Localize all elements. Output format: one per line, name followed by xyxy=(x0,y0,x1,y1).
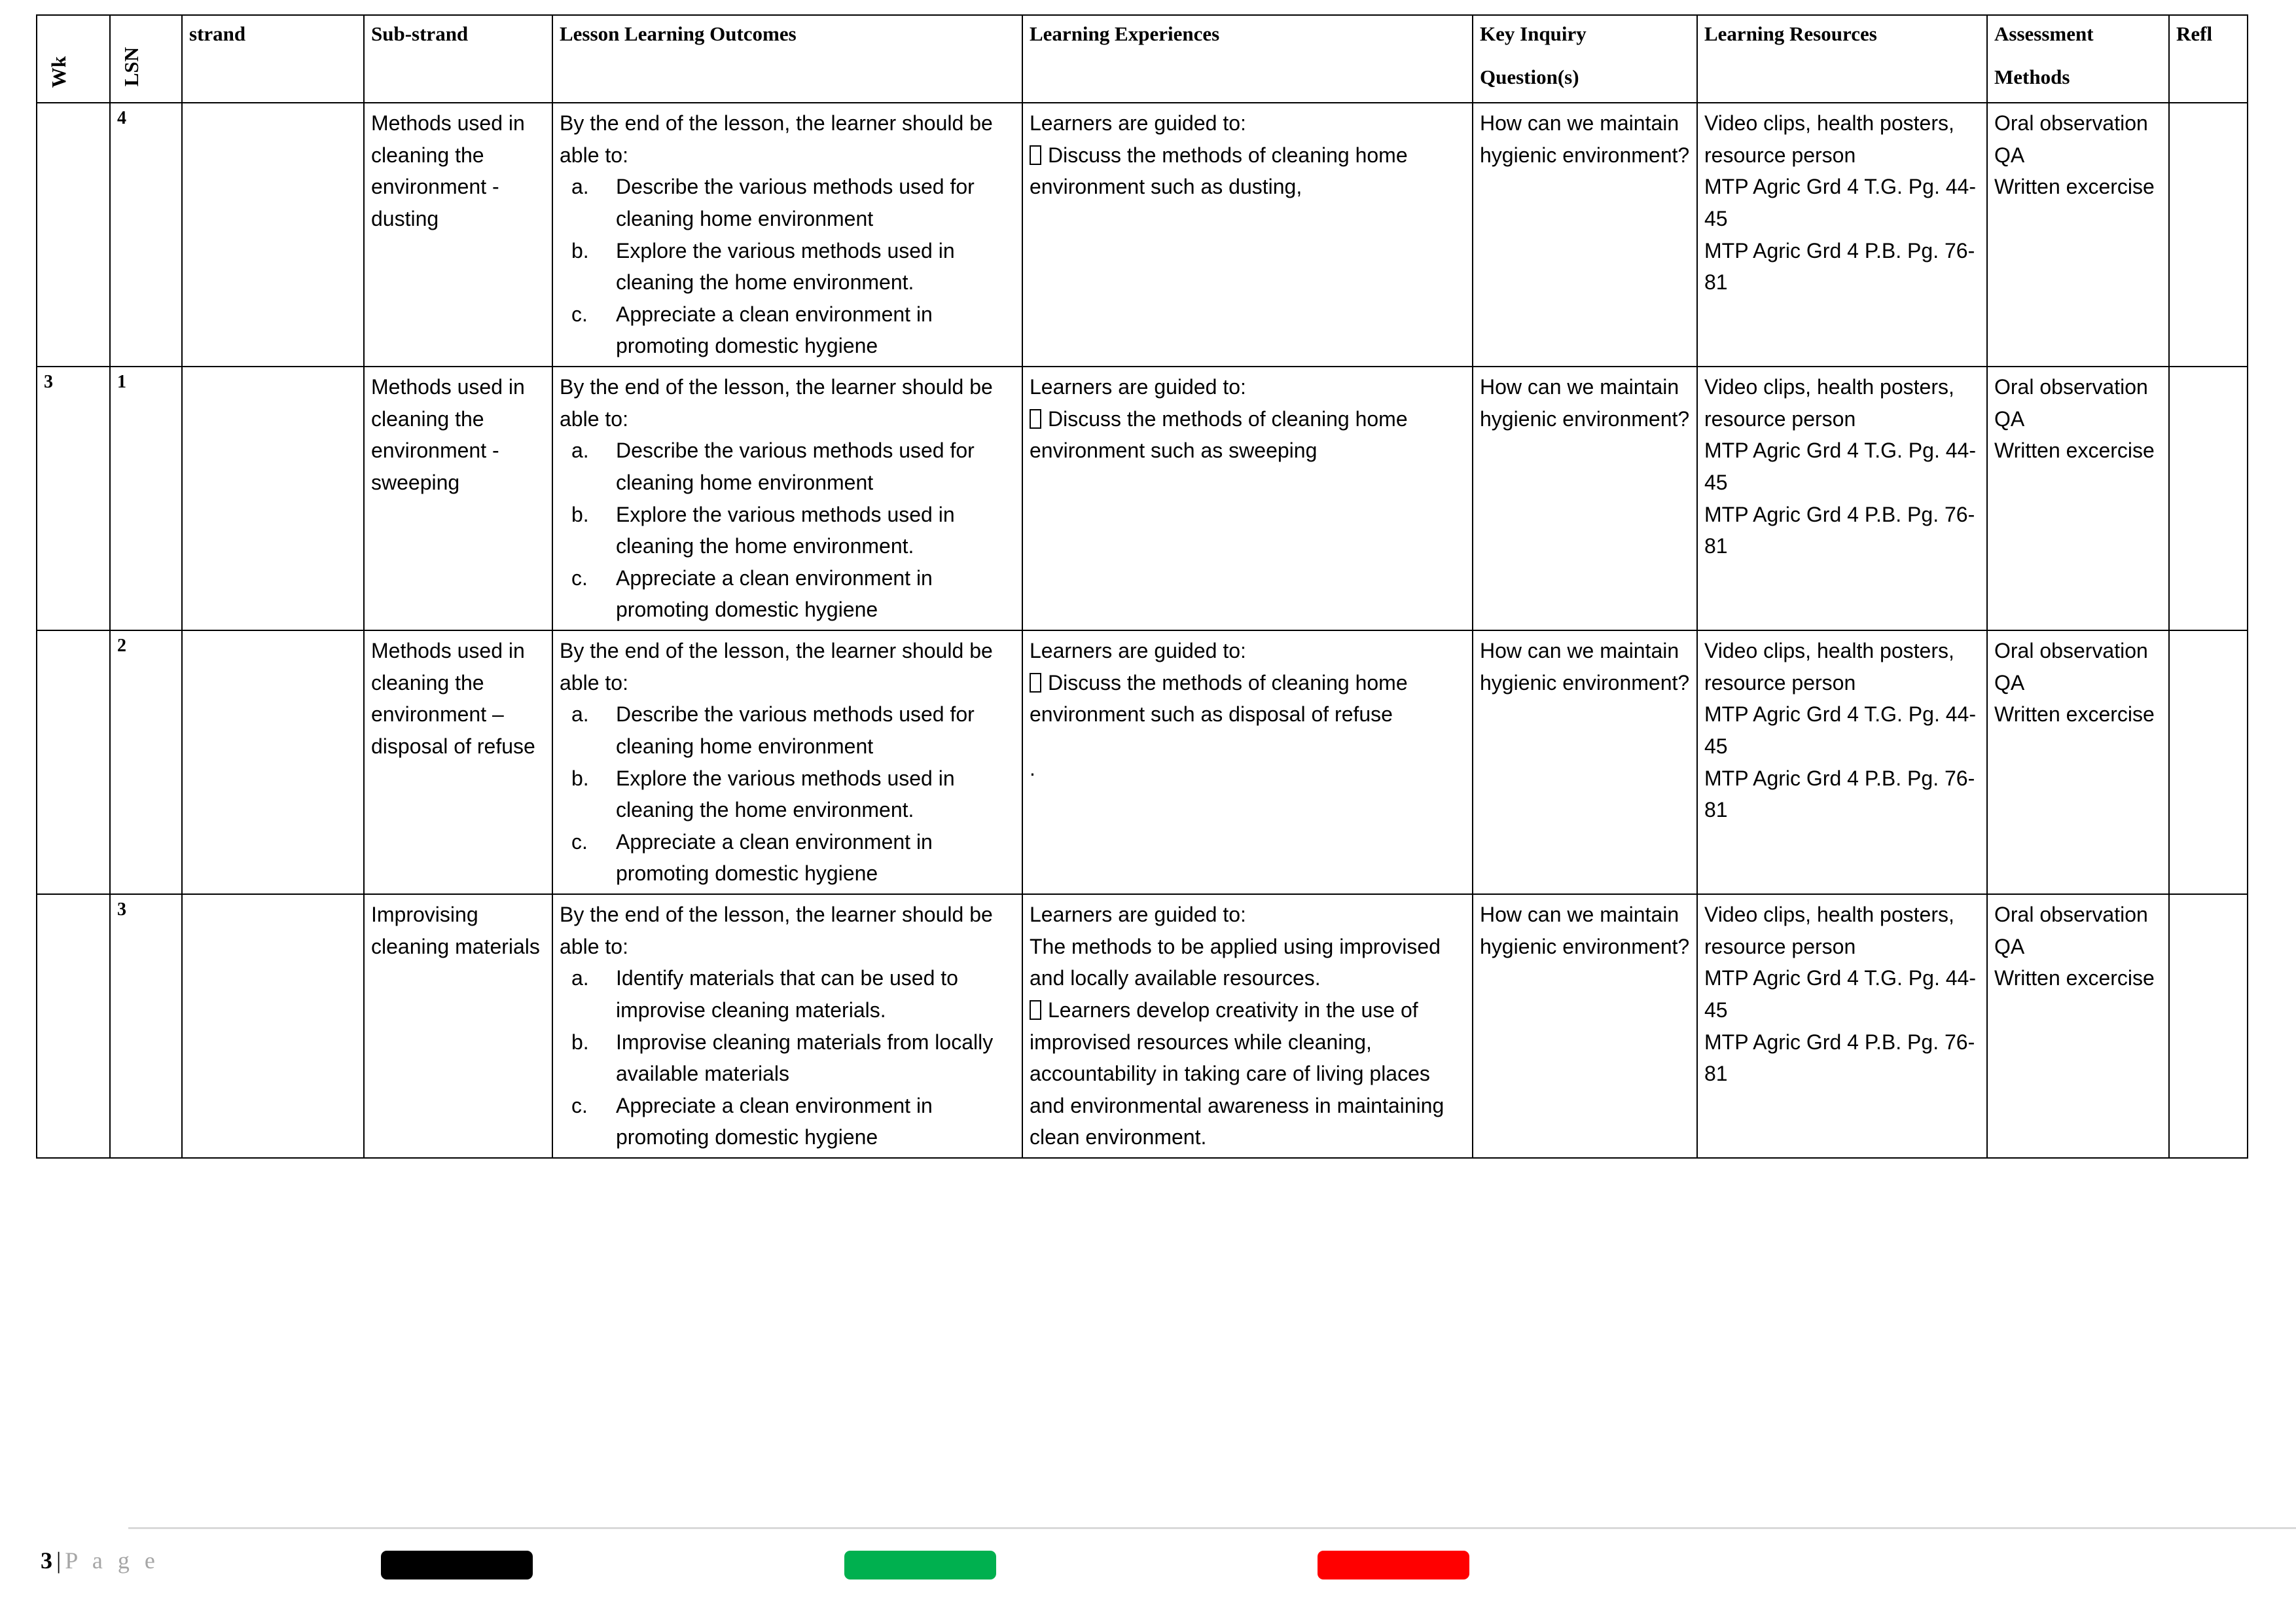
column-header-lsn xyxy=(110,15,182,103)
cell-sub-strand: Methods used in cleaning the environment - dusting xyxy=(364,103,552,367)
column-header-refl: Refl xyxy=(2169,15,2248,103)
learning-outcome-item: Describe the various methods used for cleaning home environment xyxy=(616,439,975,494)
bullet-box-icon xyxy=(1030,673,1041,693)
column-header-lesson-learning-outcomes: Lesson Learning Outcomes xyxy=(552,15,1022,103)
cell-wk: 3 xyxy=(37,367,110,630)
trailing-period: . xyxy=(1030,756,1035,780)
learning-outcome-item: Explore the various methods used in cleaning the home environment. xyxy=(616,766,955,822)
cell-learning-experiences xyxy=(1022,894,1473,1158)
learning-outcome-item: Improvise cleaning materials from locally available materials xyxy=(616,1030,994,1086)
cell-refl xyxy=(2169,103,2248,367)
learning-experience-bullet: Discuss the methods of cleaning home environment such as dusting, xyxy=(1030,143,1408,199)
cell-assessment-methods: Oral observation QA Written excercise xyxy=(1987,103,2169,367)
page-footer xyxy=(0,1527,2296,1624)
learning-experience-line: The methods to be applied using improvised and locally available resources. xyxy=(1030,934,1441,990)
cell-assessment-methods: Oral observation QA Written excercise xyxy=(1987,894,2169,1158)
cell-refl xyxy=(2169,894,2248,1158)
cell-key-inquiry-question: How can we maintain hygienic environment? xyxy=(1473,367,1697,630)
key-inquiry-line-2: Question(s) xyxy=(1480,65,1579,89)
cell-learning-resources: Video clips, health posters, resource person MTP Agric Grd 4 T.G. Pg. 44-45 MTP Agric Grd 4 P.B. Pg. 76-81 xyxy=(1697,367,1987,630)
cell-learning-resources: Video clips, health posters, resource person MTP Agric Grd 4 T.G. Pg. 44-45 MTP Agric Grd 4 P.B. Pg. 76-81 xyxy=(1697,630,1987,894)
cell-refl xyxy=(2169,630,2248,894)
learning-outcomes-list xyxy=(560,171,1016,362)
footer-page-word: P a g e xyxy=(65,1547,160,1574)
outcomes-lead-in: By the end of the lesson, the learner should be able to: xyxy=(560,375,993,431)
green-bar xyxy=(844,1551,996,1579)
learning-outcome-item: Appreciate a clean environment in promoting domestic hygiene xyxy=(616,566,933,622)
footer-separator: | xyxy=(56,1547,62,1574)
experiences-lead-in: Learners are guided to: xyxy=(1030,375,1246,399)
cell-assessment-methods: Oral observation QA Written excercise xyxy=(1987,630,2169,894)
column-header-wk-label: Wk xyxy=(46,56,70,88)
table-row xyxy=(37,367,2248,630)
cell-strand xyxy=(182,894,364,1158)
cell-learning-experiences xyxy=(1022,103,1473,367)
learning-outcome-item: Appreciate a clean environment in promoting domestic hygiene xyxy=(616,302,933,358)
learning-experience-bullet: Learners develop creativity in the use of improvised resources while cleaning, accountability in taking care of living places and environmental awareness in maintaining clean environment. xyxy=(1030,998,1444,1149)
outcomes-lead-in: By the end of the lesson, the learner should be able to: xyxy=(560,639,993,695)
footer-divider xyxy=(128,1527,2296,1529)
experiences-lead-in: Learners are guided to: xyxy=(1030,639,1246,662)
learning-outcome-item: Appreciate a clean environment in promoting domestic hygiene xyxy=(616,829,933,886)
cell-wk xyxy=(37,630,110,894)
page-number-label xyxy=(41,1547,160,1574)
cell-lsn: 3 xyxy=(110,894,182,1158)
cell-key-inquiry-question: How can we maintain hygienic environment? xyxy=(1473,103,1697,367)
scheme-of-work-table xyxy=(36,14,2248,1159)
cell-learning-resources: Video clips, health posters, resource person MTP Agric Grd 4 T.G. Pg. 44-45 MTP Agric Grd 4 P.B. Pg. 76-81 xyxy=(1697,894,1987,1158)
table-row xyxy=(37,630,2248,894)
learning-experience-bullet: Discuss the methods of cleaning home environment such as sweeping xyxy=(1030,406,1408,463)
learning-outcomes-list xyxy=(560,698,1016,890)
cell-key-inquiry-question: How can we maintain hygienic environment? xyxy=(1473,630,1697,894)
column-header-key-inquiry-questions xyxy=(1473,15,1697,103)
experiences-lead-in: Learners are guided to: xyxy=(1030,111,1246,135)
table-header-row xyxy=(37,15,2248,103)
black-bar xyxy=(381,1551,533,1579)
learning-outcome-item: Appreciate a clean environment in promoting domestic hygiene xyxy=(616,1093,933,1149)
cell-sub-strand: Methods used in cleaning the environment - sweeping xyxy=(364,367,552,630)
cell-learning-resources: Video clips, health posters, resource person MTP Agric Grd 4 T.G. Pg. 44-45 MTP Agric Grd 4 P.B. Pg. 76-81 xyxy=(1697,103,1987,367)
learning-outcomes-list xyxy=(560,962,1016,1153)
bullet-box-icon xyxy=(1030,145,1041,165)
cell-strand xyxy=(182,630,364,894)
key-inquiry-line-1: Key Inquiry xyxy=(1480,22,1587,45)
assessment-line-2: Methods xyxy=(1994,65,2070,89)
cell-assessment-methods: Oral observation QA Written excercise xyxy=(1987,367,2169,630)
cell-strand xyxy=(182,103,364,367)
learning-experience-bullet: Discuss the methods of cleaning home environment such as disposal of refuse xyxy=(1030,670,1408,727)
bullet-box-icon xyxy=(1030,409,1041,429)
cell-lesson-learning-outcomes xyxy=(552,103,1022,367)
cell-refl xyxy=(2169,367,2248,630)
learning-outcome-item: Identify materials that can be used to improvise cleaning materials. xyxy=(616,966,958,1022)
column-header-wk xyxy=(37,15,110,103)
outcomes-lead-in: By the end of the lesson, the learner should be able to: xyxy=(560,111,993,167)
column-header-strand: strand xyxy=(182,15,364,103)
cell-lsn: 4 xyxy=(110,103,182,367)
bullet-box-icon xyxy=(1030,1000,1041,1020)
cell-wk xyxy=(37,894,110,1158)
cell-sub-strand: Improvising cleaning materials xyxy=(364,894,552,1158)
learning-outcomes-list xyxy=(560,435,1016,626)
learning-outcome-item: Describe the various methods used for cleaning home environment xyxy=(616,702,975,758)
column-header-learning-resources: Learning Resources xyxy=(1697,15,1987,103)
experiences-lead-in: Learners are guided to: xyxy=(1030,903,1246,926)
cell-lesson-learning-outcomes xyxy=(552,367,1022,630)
table-row xyxy=(37,103,2248,367)
column-header-lsn-label: LSN xyxy=(119,46,143,87)
assessment-line-1: Assessment xyxy=(1994,22,2094,45)
outcomes-lead-in: By the end of the lesson, the learner should be able to: xyxy=(560,903,993,958)
column-header-sub-strand: Sub-strand xyxy=(364,15,552,103)
cell-lsn: 1 xyxy=(110,367,182,630)
cell-lesson-learning-outcomes xyxy=(552,894,1022,1158)
cell-wk xyxy=(37,103,110,367)
cell-key-inquiry-question: How can we maintain hygienic environment? xyxy=(1473,894,1697,1158)
cell-strand xyxy=(182,367,364,630)
cell-sub-strand: Methods used in cleaning the environment – disposal of refuse xyxy=(364,630,552,894)
cell-learning-experiences xyxy=(1022,630,1473,894)
learning-outcome-item: Describe the various methods used for cleaning home environment xyxy=(616,175,975,230)
table-row xyxy=(37,894,2248,1158)
learning-outcome-item: Explore the various methods used in cleaning the home environment. xyxy=(616,502,955,558)
cell-lsn: 2 xyxy=(110,630,182,894)
cell-lesson-learning-outcomes xyxy=(552,630,1022,894)
column-header-assessment-methods xyxy=(1987,15,2169,103)
column-header-learning-experiences: Learning Experiences xyxy=(1022,15,1473,103)
red-bar xyxy=(1318,1551,1469,1579)
learning-outcome-item: Explore the various methods used in cleaning the home environment. xyxy=(616,238,955,295)
footer-page-number: 3 xyxy=(41,1547,52,1574)
cell-learning-experiences xyxy=(1022,367,1473,630)
table-body xyxy=(37,103,2248,1158)
